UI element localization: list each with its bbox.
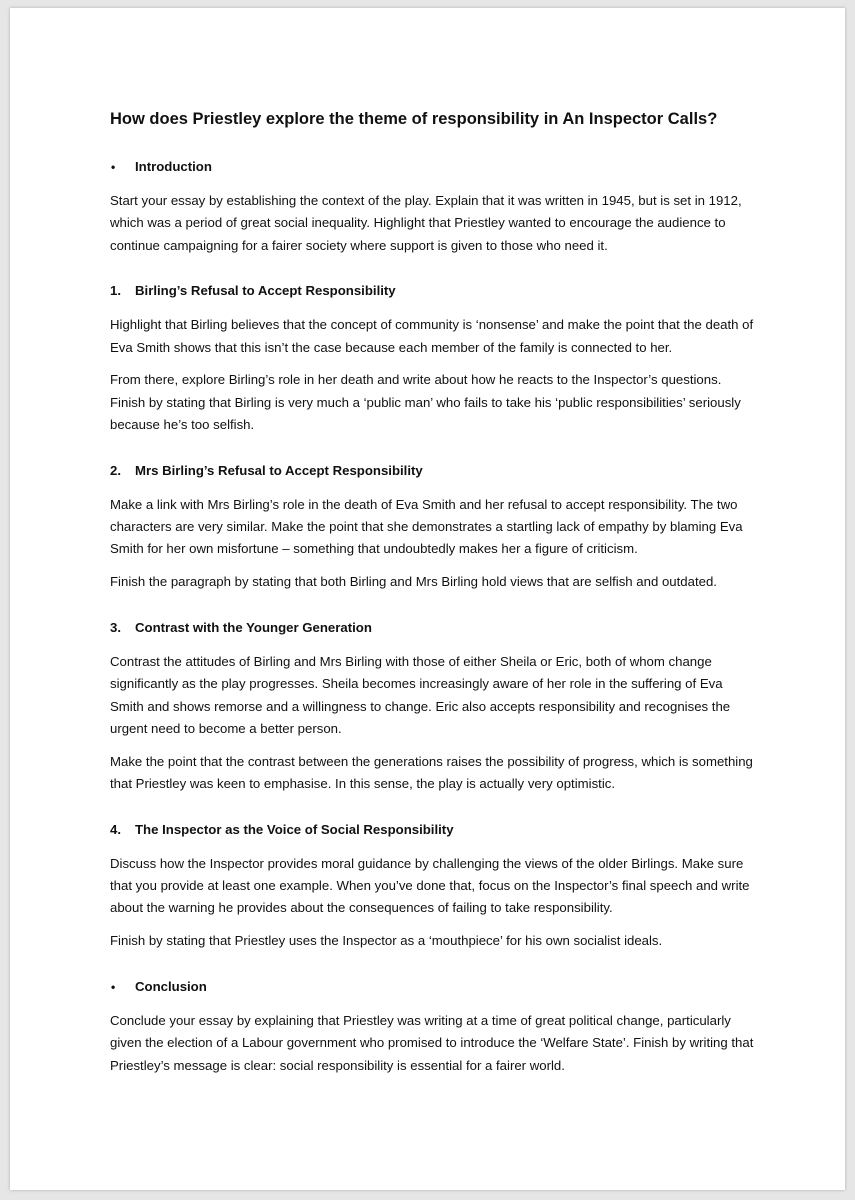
paragraph: Conclude your essay by explaining that Priestley was writing at a time of great political change, particularly given the election of a Labour government who promised to introduce the ‘Welfare State’. Finish by writing that Priestley’s message is clear: social responsibility is essential for a fairer world. [110, 1013, 754, 1073]
paragraph: Contrast the attitudes of Birling and Mrs Birling with those of either Sheila or Eric, both of whom change significantly as the play progresses. Sheila becomes increasingly aware of her role in the suffering of Eva Smith and shows remorse and a willingness to change. Eric also accepts responsibility and recognises the urgent need to become a better person. [110, 654, 731, 736]
number-marker: 2. [110, 462, 121, 478]
bullet-marker: • [111, 160, 116, 174]
paragraph: Make a link with Mrs Birling’s role in the death of Eva Smith and her refusal to accept responsibility. The two characters are very similar. Make the point that she demonstrates a startling lack of empathy by blaming Eva Smith for her own misfortune – something that undoubtedly makes her a figure of criticism. [110, 496, 743, 557]
paragraph: Start your essay by establishing the context of the play. Explain that it was written in 1945, but is set in 1912, which was a period of great social inequality. Highlight that Priestley wanted to encourage the audience to continue campaigning for a fairer society where support is given to those who need it. [110, 193, 742, 253]
section-heading-conclusion [110, 978, 755, 996]
section-heading-label: Contrast with the Younger Generation [135, 620, 372, 636]
number-marker: 3. [110, 620, 121, 636]
section-heading-4 [110, 821, 755, 839]
paragraph: Finish by stating that Priestley uses the Inspector as a ‘mouthpiece’ for his own socialist ideals. [110, 933, 663, 949]
section-heading-1 [110, 282, 755, 300]
document-title: How does Priestley explore the theme of responsibility in An Inspector Calls? [110, 110, 718, 128]
document-content [110, 108, 755, 1087]
section-heading-label: Introduction [135, 159, 212, 174]
section-heading-2 [110, 462, 755, 480]
number-marker: 1. [110, 283, 121, 299]
paragraph: Make the point that the contrast between the generations raises the possibility of progress, which is something that Priestley was keen to emphasise. In this sense, the play is actually very optimistic. [110, 753, 753, 792]
document-page [10, 8, 845, 1190]
bullet-marker: • [111, 980, 116, 995]
paragraph: Highlight that Birling believes that the concept of community is ‘nonsense’ and make the point that the death of Eva Smith shows that this isn’t the case because each member of the family is connected to her. [110, 317, 754, 355]
section-heading-label: Birling’s Refusal to Accept Responsibility [135, 283, 396, 299]
paragraph: From there, explore Birling’s role in her death and write about how he reacts to the Inspector’s questions. Finish by stating that Birling is very much a ‘public man’ who fails to take his ‘public responsibilities’ seriously because he’s too selfish. [110, 372, 741, 433]
section-heading-introduction [110, 158, 755, 176]
number-marker: 4. [110, 821, 121, 837]
section-heading-3 [110, 619, 755, 637]
section-heading-label: The Inspector as the Voice of Social Responsibility [135, 821, 454, 837]
section-heading-label: Mrs Birling’s Refusal to Accept Responsibility [135, 462, 423, 478]
paragraph: Discuss how the Inspector provides moral guidance by challenging the views of the older Birlings. Make sure that you provide at least one example. When you’ve done that, focus on the Inspector’s final speech and write about the warning he provides about the consequences of failing to take responsibility. [110, 855, 750, 916]
section-heading-label: Conclusion [135, 979, 207, 995]
paragraph: Finish the paragraph by stating that both Birling and Mrs Birling hold views that are selfish and outdated. [110, 574, 717, 590]
